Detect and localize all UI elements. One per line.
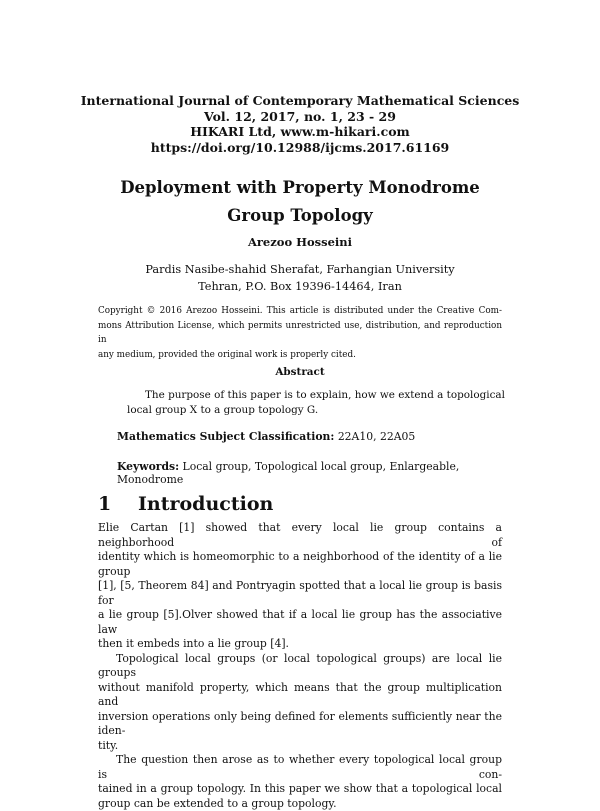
paper-title (0, 174, 600, 230)
subject-classification (117, 430, 497, 443)
paragraph-1 (98, 521, 502, 652)
affiliation-line-2: Tehran, P.O. Box 19396-14464, Iran (0, 279, 600, 296)
author-name: Arezoo Hosseini (0, 235, 600, 249)
paper-title-line-2: Group Topology (0, 202, 600, 230)
section-heading (98, 493, 273, 515)
journal-volume: Vol. 12, 2017, no. 1, 23 - 29 (0, 109, 600, 125)
journal-name: International Journal of Contemporary Mathematical Sciences (0, 93, 600, 109)
paragraph-line: then it embeds into a lie group [4]. (98, 637, 502, 652)
affiliation-line-1: Pardis Nasibe-shahid Sherafat, Farhangian University (0, 262, 600, 279)
paragraph-2 (98, 652, 502, 754)
paragraph-line: group can be extended to a group topology. (98, 797, 502, 811)
paragraph-line: identity which is homeomorphic to a neighborhood of the identity of a lie group (98, 550, 502, 579)
paragraph-line: a lie group [5].Olver showed that if a local lie group has the associative law (98, 608, 502, 637)
paragraph-line: [1], [5, Theorem 84] and Pontryagin spotted that a local lie group is basis for (98, 579, 502, 608)
msc-label: Mathematics Subject Classification: (117, 430, 334, 443)
paragraph-line: inversion operations only being defined for elements sufficiently near the iden- (98, 710, 502, 739)
author-affiliation (0, 262, 600, 295)
section-title: Introduction (138, 493, 273, 515)
paragraph-3 (98, 753, 502, 811)
copyright-line-2: mons Attribution License, which permits unrestricted use, distribution, and reproduction in (98, 319, 502, 348)
paragraph-line: tity. (98, 739, 502, 754)
paragraph-line: The question then arose as to whether every topological local group is con- (98, 753, 502, 782)
copyright-notice (98, 304, 502, 362)
paper-title-line-1: Deployment with Property Monodrome (0, 174, 600, 202)
journal-header (0, 93, 600, 155)
introduction-body (98, 521, 502, 811)
journal-publisher: HIKARI Ltd, www.m-hikari.com (0, 124, 600, 140)
abstract-line-1: The purpose of this paper is to explain, how we extend a topological (127, 388, 473, 403)
keywords-value: Local group, Topological local group, Enlargeable, Monodrome (117, 460, 459, 486)
abstract-heading: Abstract (0, 366, 600, 378)
keywords-label: Keywords: (117, 460, 179, 473)
paragraph-line: without manifold property, which means that the group multiplication and (98, 681, 502, 710)
copyright-line-3: any medium, provided the original work is properly cited. (98, 348, 502, 363)
section-number: 1 (98, 493, 138, 515)
msc-value: 22A10, 22A05 (338, 430, 415, 443)
abstract-body (127, 388, 473, 417)
paragraph-line: Topological local groups (or local topological groups) are local lie groups (98, 652, 502, 681)
paragraph-line: Elie Cartan [1] showed that every local lie group contains a neighborhood of (98, 521, 502, 550)
paragraph-line: tained in a group topology. In this paper we show that a topological local (98, 782, 502, 797)
copyright-line-1: Copyright © 2016 Arezoo Hosseini. This article is distributed under the Creative Com- (98, 304, 502, 319)
journal-doi[interactable]: https://doi.org/10.12988/ijcms.2017.61169 (0, 140, 600, 156)
abstract-line-2: local group X to a group topology G. (127, 403, 473, 418)
keywords (117, 460, 507, 486)
